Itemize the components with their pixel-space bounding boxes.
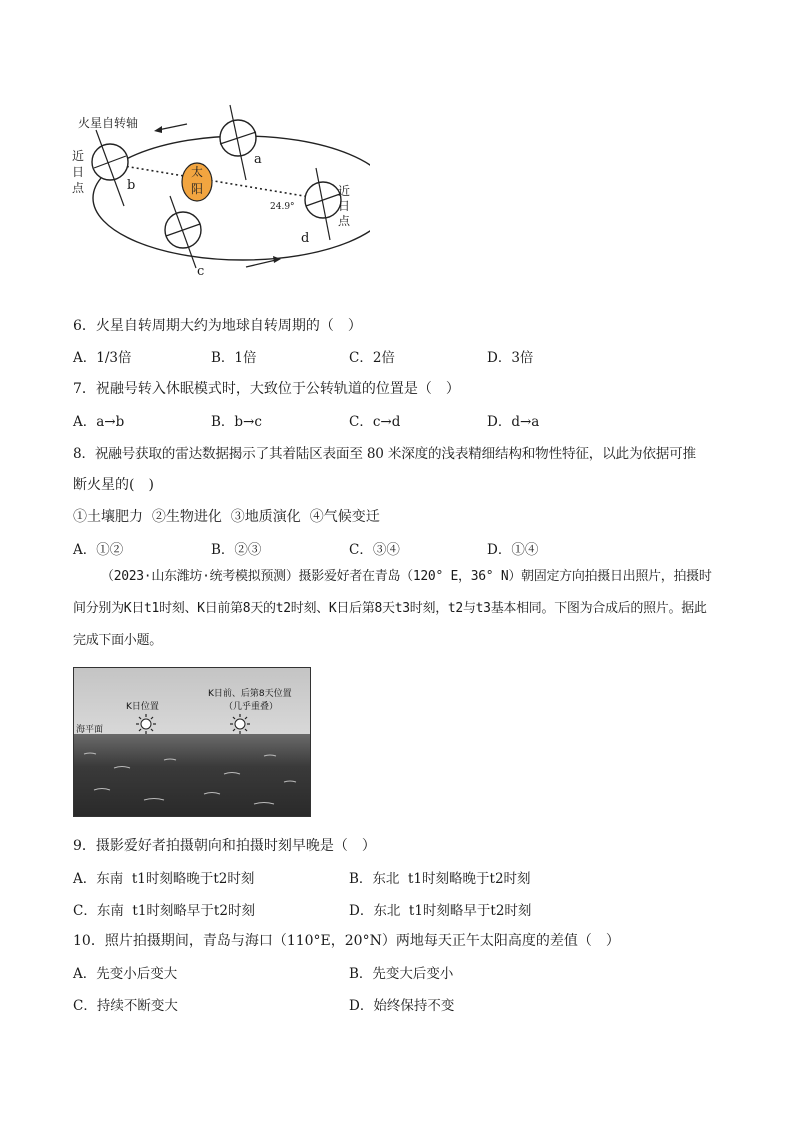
perihelion-right-label: 近 日 点 — [338, 184, 351, 228]
question-9-stem: 9．摄影爱好者拍摄朝向和拍摄时刻早晚是（ ） — [73, 838, 376, 854]
position-b-label: b — [127, 178, 136, 193]
q6-option-a: A．1/3倍 — [73, 350, 132, 366]
q6-option-b: B．1倍 — [211, 350, 257, 366]
mars-orbit-diagram — [70, 100, 370, 300]
q9-option-b: B．东北 t1时刻略晚于t2时刻 — [349, 871, 531, 887]
sun-label: 太 阳 — [190, 165, 203, 196]
sea-level-label: 海平面 — [76, 725, 104, 735]
q9-option-c: C．东南 t1时刻略早于t2时刻 — [73, 903, 255, 919]
question-8-stem-line2: 断火星的( ) — [73, 477, 154, 493]
q8-option-b: B．②③ — [211, 542, 262, 558]
q7-option-a: A．a→b — [73, 414, 125, 430]
q8-option-a: A．①② — [73, 542, 124, 558]
q9-option-a: A．东南 t1时刻略晚于t2时刻 — [73, 871, 255, 887]
position-a-label: a — [254, 152, 262, 167]
passage-text: （2023·山东潍坊·统考模拟预测）摄影爱好者在青岛（120° E，36° N）朝固定方向拍摄日出照片，拍摄时间分别为K日t1时刻、K日前第8天的t2时刻、K日后第8天t3时刻，t2与t3基本相同。下图为合成后的照片。据此完成下面小题。 — [73, 569, 712, 648]
q10-option-a: A．先变小后变大 — [73, 966, 178, 982]
position-c-label: c — [197, 264, 205, 279]
q7-option-d: D．d→a — [487, 414, 540, 430]
question-7-stem: 7．祝融号转入休眠模式时，大致位于公转轨道的位置是（ ） — [73, 381, 460, 397]
waves — [74, 734, 310, 816]
q9-option-d: D．东北 t1时刻略早于t2时刻 — [349, 903, 532, 919]
q7-option-b: B．b→c — [211, 414, 262, 430]
position-d-label: d — [301, 231, 310, 246]
revolution-arrow-bottom — [246, 256, 281, 267]
planet-a — [220, 105, 256, 180]
question-6-stem: 6．火星自转周期大约为地球自转周期的（ ） — [73, 318, 362, 334]
planet-d — [305, 168, 341, 240]
q8-option-c: C．③④ — [349, 542, 400, 558]
k-day-label: K日位置 — [126, 702, 159, 712]
planet-b — [92, 130, 128, 206]
sunrise-photo — [73, 667, 311, 817]
sun-planet-line — [112, 164, 328, 200]
q7-option-c: C．c→d — [349, 414, 401, 430]
q10-option-d: D．始终保持不变 — [349, 998, 455, 1014]
k-day-sun-icon — [135, 713, 157, 735]
question-10-stem: 10．照片拍摄期间，青岛与海口（110°E，20°N）两地每天正午太阳高度的差值（ ） — [73, 933, 620, 949]
other-days-label-line1: K日前、后第8天位置 — [208, 689, 292, 699]
other-days-sun-icon — [229, 713, 251, 735]
q6-option-c: C．2倍 — [349, 350, 395, 366]
q6-option-d: D．3倍 — [487, 350, 534, 366]
axis-label: 火星自转轴 — [78, 116, 139, 130]
q8-option-d: D．①④ — [487, 542, 539, 558]
revolution-arrow-top — [154, 124, 187, 133]
question-8-stem-line1: 8．祝融号获取的雷达数据揭示了其着陆区表面至 80 米深度的浅表精细结构和物性特征，以此为依据可推 — [73, 446, 696, 462]
perihelion-left-label: 近 日 点 — [72, 149, 85, 195]
q10-option-c: C．持续不断变大 — [73, 998, 178, 1014]
question-8-items: ①土壤肥力 ②生物进化 ③地质演化 ④气候变迁 — [73, 509, 380, 525]
other-days-label-line2: （几乎重叠） — [224, 702, 279, 712]
q10-option-b: B．先变大后变小 — [349, 966, 454, 982]
angle-label: 24.9° — [270, 202, 295, 212]
